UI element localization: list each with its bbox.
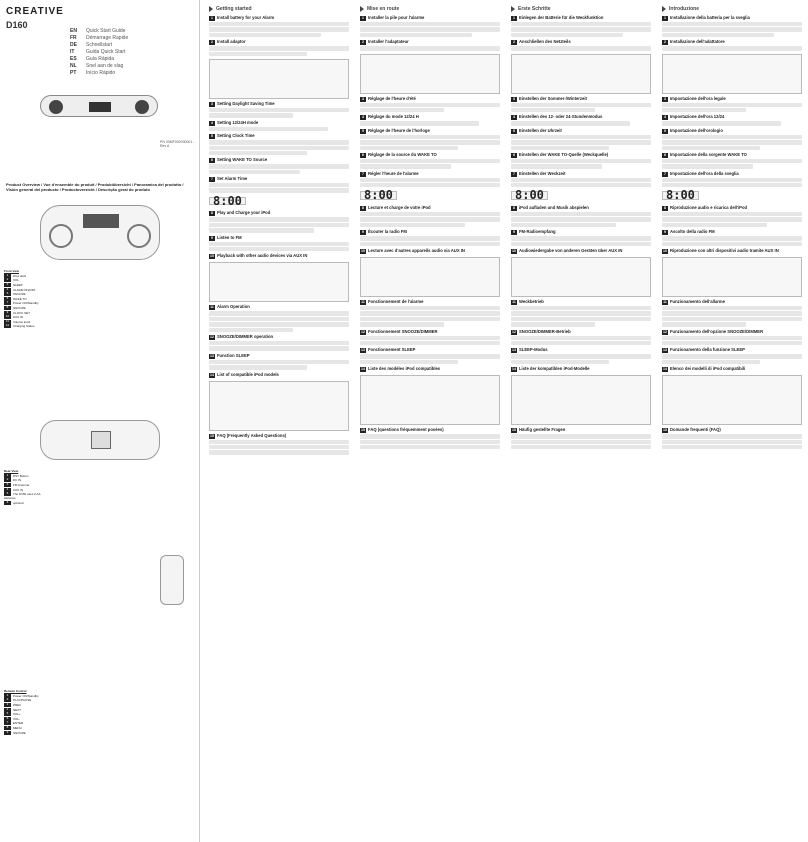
section-heading: 7 Einstellen der Weckzeit [511,172,651,177]
section-heading: 5 Setting Clock Time [209,134,349,139]
section-heading: 9 Listen to FM [209,236,349,241]
section-heading: 6 Impostazione della sorgente WAKE TO [662,153,802,158]
rear-view-diagram [40,420,160,460]
language-header: Getting started [209,6,349,12]
product-photo [40,95,158,117]
arrow-icon [511,6,515,12]
speaker-grille-icon [49,100,63,114]
language-list [70,28,128,77]
remote-labels: Remote Control 1 Power ON/Standby 2 PLAY/PAUSE 3 PREV 4 NEXT 5 VOL+ 6 VOL- 7 ENTER 8 MENU 9 SNOOZE [4,689,39,735]
section-heading: 2 Installazione dell'adattatore [662,40,802,45]
display-icon [83,214,119,228]
section-heading: 13 Fonctionnement SLEEP [361,347,416,353]
section-heading: 12 SNOOZE/DIMMER operation [210,333,274,339]
section-heading: 1 Einlegen der Batterie für die Weckfunktion [511,16,651,21]
section-heading: 3 Setting Daylight Saving Time [209,102,349,107]
section-heading: 8 Riproduzione audio e ricarica dell'iPod [662,206,802,211]
overview-title: Product Overview / Vue d'ensemble du produit / Produktübersicht / Panoramica del prodotto / Visión general del producto / Productoverzicht / Descrição geral do produto [6,182,184,192]
language-item: DE Schnellstart [70,42,113,48]
section-heading: 1 Installazione della batteria per la sveglia [662,16,802,21]
section-heading: 7 Régler l'heure de l'alarme [360,172,500,177]
arrow-icon [209,6,213,12]
language-header: Erste Schritte [511,6,651,12]
rear-view-labels: Rear View 1 DST Button 2 DC IN 3 FM Antenna 4 AUX IN 5 The D160 uses 2 AA batteries 6 optional [4,469,41,505]
section-heading: 10 Audiowiedergabe von anderen Geräten über AUX IN [512,248,623,254]
section-heading: 8 iPod aufladen und Musik abspielen [511,206,651,211]
section-heading: 12 Funzionamento dell'opzione SNOOZE/DIMMER [663,328,764,334]
section-heading: 3 Impostazione dell'ora legale [662,97,802,102]
section-heading: 8 Lecture et charge de votre iPod [360,206,500,211]
ipod-list-table [360,375,500,425]
section-heading: 10 Playback with other audio devices via AUX IN [210,253,308,259]
section-heading: 9 Ascolto della radio FM [662,230,802,235]
adaptor-illustration [662,54,802,94]
section-heading: 7 Set Alarm Time [209,177,349,182]
german-column [506,0,656,842]
language-item: IT Guida Quick Start [70,49,126,55]
front-view-labels: Front view 1 iPod dock 2 VOL 3 SLEEP 4 ALARM ON/OFF 5 SNOOZE 6 WAKE TO 7 Power ON/Standby 8 SNOOZE 9 CLOCK SET 10 AUX IN 11 Volume knob 12 Charging Status [4,269,39,329]
language-item: ES Guía Rápida [70,56,115,62]
italian-column [657,0,807,842]
aux-illustration [511,257,651,297]
section-heading: 4 Einstellen des 12- oder 24-Stundenmodus [511,115,651,120]
language-item: FR Démarrage Rapide [70,35,129,41]
section-heading: 4 Impostazione dell'ora 12/24 [662,115,802,120]
section-heading: 2 Install adaptor [209,40,349,45]
section-heading: 3 Réglage de l'heure d'été [360,97,500,102]
section-heading: 3 Einstellen der Sommer-/Winterzeit [511,97,651,102]
section-heading: 2 Anschließen des Netzteils [511,40,651,45]
remote-control-diagram [160,555,184,605]
section-heading: 14 Liste der kompatiblen iPod-Modelle [512,366,590,372]
clock-display: 8:00 [511,191,548,200]
adaptor-illustration [209,59,349,99]
section-heading: 13 Function SLEEP [210,352,250,358]
section-heading: 6 Setting WAKE TO Source [209,158,349,163]
speaker-icon [127,224,151,248]
section-heading: 15 FAQ (Frequently Asked Questions) [210,432,287,438]
clock-display: 8:00 [209,197,246,206]
section-heading: 10 Lecture avec d'autres appareils audio via AUX IN [361,248,465,254]
aux-illustration [662,257,802,297]
model-name: D160 [6,20,28,30]
english-column [204,0,354,842]
language-item: EN Quick Start Guide [70,28,126,34]
speaker-grille-icon [135,100,149,114]
section-heading: 14 List of compatible iPod models [210,371,279,377]
section-heading: 12 SNOOZE/DIMMER-Betrieb [512,328,571,334]
section-heading: 11 Weckbetrieb [512,299,544,305]
section-heading: 9 Écouter la radio FM [360,230,500,235]
speaker-icon [49,224,73,248]
front-view-diagram [40,205,160,260]
section-heading: 9 FM-Radioempfang [511,230,651,235]
arrow-icon [662,6,666,12]
aux-illustration [360,257,500,297]
cover-panel [0,0,200,842]
section-heading: 4 Setting 12/24H mode [209,121,349,126]
section-heading: 14 Liste des modèles iPod compatibles [361,366,441,372]
section-heading: 15 Domande frequenti (FAQ) [663,427,721,433]
section-heading: 13 SLEEP-Modus [512,347,548,353]
section-heading: 11 Funzionamento dell'allarme [663,299,725,305]
section-heading: 1 Install battery for your Alarm [209,16,349,21]
section-heading: 6 Einstellen der WAKE TO-Quelle (Weckquelle) [511,153,651,158]
section-heading: 8 Play and Charge your iPod [209,211,349,216]
brand-logo: CREATIVE [6,6,64,17]
section-heading: 1 Installer la pile pour l'alarme [360,16,500,21]
clock-display: 8:00 [360,191,397,200]
adaptor-illustration [360,54,500,94]
battery-compartment-icon [91,431,111,449]
language-item: NL Snel aan de slag [70,63,124,69]
section-heading: 7 Impostazione dell'ora della sveglia [662,172,802,177]
ipod-list-table [511,375,651,425]
aux-illustration [209,262,349,302]
language-item: PT Início Rápido [70,70,116,76]
section-heading: 5 Einstellen der Uhrzeit [511,129,651,134]
section-heading: 14 Elenco dei modelli di iPod compatibili [663,366,746,372]
display-icon [89,102,111,112]
section-heading: 5 Réglage de l'heure de l'horloge [360,129,500,134]
french-column [355,0,505,842]
section-heading: 15 Häufig gestellte Fragen [512,427,566,433]
section-heading: 10 Riproduzione con altri dispositivi audio tramite AUX IN [663,248,779,254]
section-heading: 2 Installer l'adaptateur [360,40,500,45]
ipod-list-table [662,375,802,425]
language-header: Mise en route [360,6,500,12]
clock-display: 8:00 [662,191,699,200]
language-header: Introduzione [662,6,802,12]
section-heading: 13 Funzionamento della funzione SLEEP [663,347,745,353]
section-heading: 11 Fonctionnement de l'alarme [361,299,424,305]
section-heading: 15 FAQ (questions fréquemment posées) [361,427,444,433]
part-number: PN 03MF002000001 - Rev A [160,140,195,148]
ipod-list-table [209,381,349,431]
section-heading: 4 Réglage du mode 12/24 H [360,115,500,120]
section-heading: 6 Réglage de la source du WAKE TO [360,153,500,158]
section-heading: 5 Impostazione dell'orologio [662,129,802,134]
section-heading: 11 Alarm Operation [210,304,250,310]
arrow-icon [360,6,364,12]
adaptor-illustration [511,54,651,94]
section-heading: 12 Fonctionnement SNOOZE/DIMMER [361,328,438,334]
